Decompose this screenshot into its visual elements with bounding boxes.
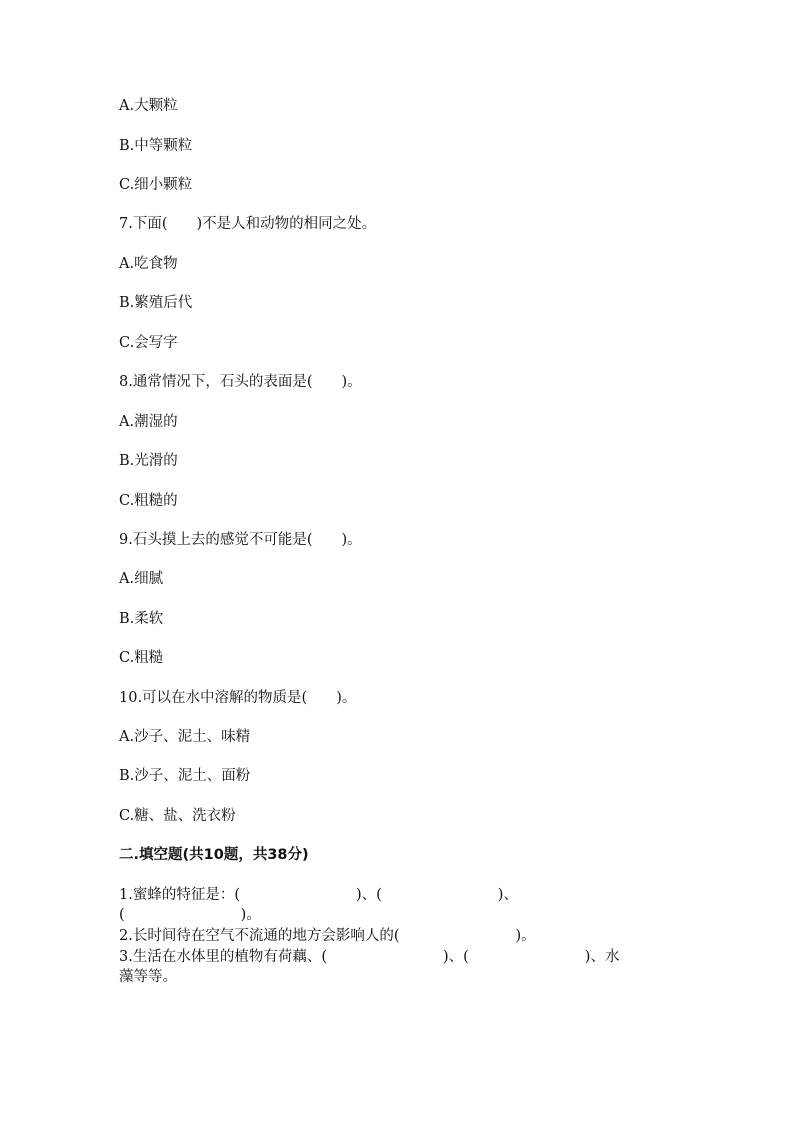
- q8-question: 8.通常情况下，石头的表面是( )。: [119, 374, 362, 390]
- q6-option-a: A.大颗粒: [119, 98, 178, 114]
- q10-option-b: B.沙子、泥土、面粉: [119, 768, 251, 784]
- fill-q1-line1: 1.蜜蜂的特征是：( )、( )、: [119, 887, 518, 903]
- q6-option-c: C.细小颗粒: [119, 177, 193, 193]
- q7-option-b: B.繁殖后代: [119, 295, 193, 311]
- q7-option-c: C.会写字: [119, 335, 178, 351]
- q8-option-b: B.光滑的: [119, 453, 178, 469]
- fill-q3-line1: 3.生活在水体里的植物有荷藕、( )、( )、水: [119, 949, 620, 965]
- q8-option-c: C.粗糙的: [119, 493, 178, 509]
- q8-option-a: A.潮湿的: [119, 414, 178, 430]
- q7-question: 7.下面( )不是人和动物的相同之处。: [119, 216, 377, 232]
- section-heading-fill-in: 二.填空题(共10题，共38分): [119, 847, 309, 863]
- q7-option-a: A.吃食物: [119, 256, 178, 272]
- q9-option-b: B.柔软: [119, 611, 164, 627]
- q6-option-b: B.中等颗粒: [119, 138, 193, 154]
- q10-question: 10.可以在水中溶解的物质是( )。: [119, 690, 357, 706]
- q10-option-a: A.沙子、泥土、味精: [119, 729, 251, 745]
- fill-q3-line2: 藻等等。: [119, 969, 177, 985]
- fill-q1-line2: ( )。: [119, 907, 261, 923]
- q9-question: 9.石头摸上去的感觉不可能是( )。: [119, 532, 362, 548]
- fill-q2: 2.长时间待在空气不流通的地方会影响人的( )。: [119, 928, 536, 944]
- q9-option-c: C.粗糙: [119, 650, 164, 666]
- q9-option-a: A.细腻: [119, 571, 164, 587]
- q10-option-c: C.糖、盐、洗衣粉: [119, 808, 236, 824]
